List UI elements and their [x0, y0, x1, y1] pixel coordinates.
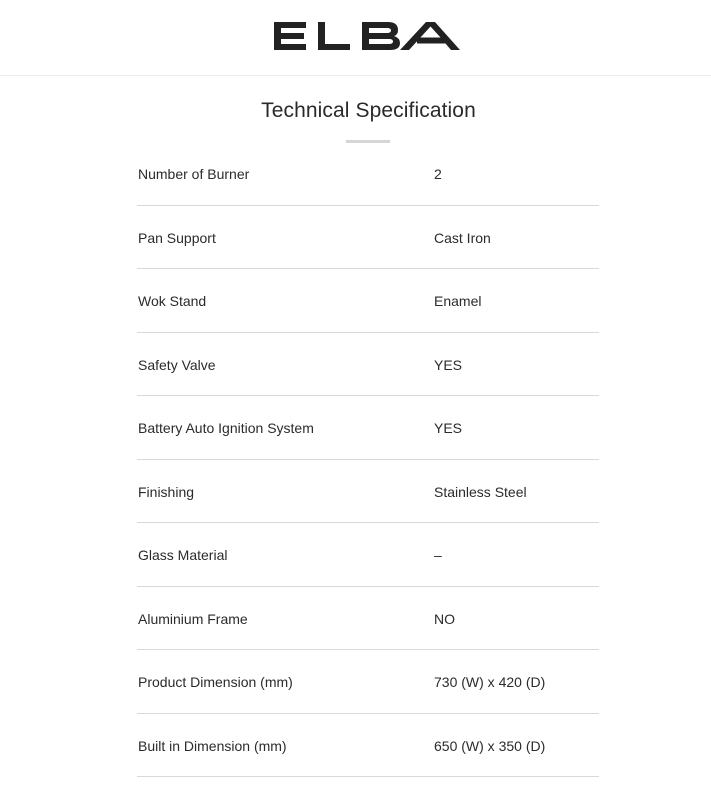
spec-row-safety-valve — [137, 333, 599, 397]
spec-label: Aluminium Frame — [138, 610, 248, 627]
section-title: Technical Specification — [261, 99, 476, 122]
spec-row-glass-material — [137, 523, 599, 587]
elba-logo-mark — [274, 20, 460, 52]
spec-value: – — [434, 547, 442, 563]
spec-row-battery-auto-ignition — [137, 396, 599, 460]
spec-label: Built in Dimension (mm) — [138, 737, 287, 754]
spec-label: Pan Support — [138, 229, 216, 246]
spec-row-product-dimension — [137, 650, 599, 714]
spec-value: NO — [434, 610, 455, 627]
site-header — [0, 0, 711, 76]
spec-value: 2 — [434, 166, 442, 182]
spec-value: 730 (W) x 420 (D) — [434, 674, 546, 690]
elba-logo[interactable] — [274, 20, 460, 52]
spec-row-aluminium-frame — [137, 587, 599, 651]
spec-row-built-in-dimension — [137, 714, 599, 778]
spec-label: Safety Valve — [138, 356, 216, 373]
spec-label: Finishing — [138, 483, 195, 500]
spec-value: YES — [434, 420, 463, 436]
spec-value: 650 (W) x 350 (D) — [434, 737, 546, 754]
spec-table — [137, 142, 599, 777]
spec-row-pan-support — [137, 206, 599, 270]
spec-value: Enamel — [434, 293, 482, 309]
spec-label: Glass Material — [138, 547, 228, 563]
spec-value: YES — [434, 356, 463, 373]
spec-value: Stainless Steel — [434, 483, 527, 500]
spec-label: Wok Stand — [138, 293, 207, 309]
spec-row-finishing — [137, 460, 599, 524]
spec-value: Cast Iron — [434, 229, 491, 246]
spec-row-number-of-burner — [137, 142, 599, 206]
spec-label: Number of Burner — [138, 166, 250, 182]
spec-row-wok-stand — [137, 269, 599, 333]
spec-label: Product Dimension (mm) — [138, 674, 293, 690]
spec-label: Battery Auto Ignition System — [138, 420, 314, 436]
